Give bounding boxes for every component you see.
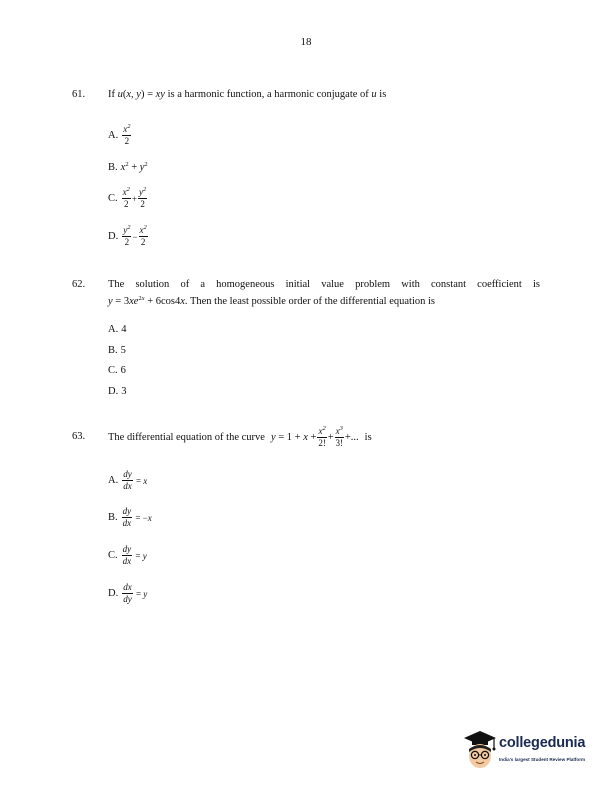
q62-option-b[interactable] (108, 345, 126, 356)
page-number: 18 (300, 36, 312, 48)
q61-option-c-letter: C. (108, 193, 118, 204)
q63-text: The differential equation of the curve (108, 431, 265, 443)
q63-option-a[interactable]: A. $\frac{dy}{dx}$ = x (108, 469, 148, 491)
logo-tagline: India's largest Student Review Platform (499, 757, 586, 762)
q63-option-b[interactable]: B. $\frac{dy}{dx}$ = −x (108, 506, 152, 528)
question-61-text: If u(x, y) = xy is a harmonic function, a harmonic conjugate of u is (108, 89, 387, 100)
q62-option-a[interactable] (108, 324, 126, 335)
q62-option-a-value: 4 (121, 324, 127, 335)
q61-option-d[interactable]: D. $\frac{y^2}{2}$ − $\frac{x^2}{2}$ (108, 224, 147, 247)
q61-if: If (108, 89, 115, 100)
collegedunia-mascot-icon (460, 728, 500, 772)
question-62-line2 (108, 296, 435, 307)
question-62-number: 62. (72, 279, 86, 290)
q63-option-a-letter: A. (108, 475, 119, 486)
q62-option-d[interactable] (108, 386, 126, 397)
question-63-number: 63. (72, 431, 86, 442)
q61-text-rest: is a harmonic function, a harmonic conjugate of (167, 89, 369, 100)
q61-u: u (371, 89, 377, 100)
q62-option-c-value: 6 (120, 365, 126, 376)
q62-option-a-letter: A. (108, 324, 119, 335)
q62-expression: $y = 3xe^{2x} + 6\cos 4x$ (108, 295, 185, 307)
q61-is: is (379, 89, 387, 100)
q61-option-d-letter: D. (108, 231, 119, 242)
q62-option-b-value: 5 (120, 345, 126, 356)
q62-option-d-letter: D. (108, 386, 119, 397)
logo-wordmark: collegedunia (499, 735, 586, 751)
q62-option-c-letter: C. (108, 365, 118, 376)
q63-option-c-letter: C. (108, 550, 118, 561)
question-62-line1: The solution of a homogeneous initial value problem with constant coefficient is (108, 279, 540, 290)
q62-line2-rest: . Then the least possible order of the differential equation is (184, 296, 435, 307)
question-63-text (108, 424, 372, 450)
q63-curve: y = 1 + x + $\frac{x^2}{2!}$ + $\frac{x^3}{3!}$ +... (270, 424, 359, 448)
q61-option-a-expr: $\frac{x^2}{2}$ (123, 123, 131, 146)
q62-option-c[interactable] (108, 365, 126, 376)
q61-option-a-letter: A. (108, 130, 119, 141)
q61-option-b-letter: B. (108, 162, 118, 173)
q62-option-b-letter: B. (108, 345, 118, 356)
q61-option-b-expr: $x^2 + y^2$ (120, 161, 148, 173)
question-61-number: 61. (72, 89, 86, 100)
q63-is: is (364, 431, 372, 443)
q63-option-d[interactable]: D. $\frac{dx}{dy}$ = y (108, 582, 148, 604)
q61-option-a[interactable] (108, 125, 132, 146)
q63-option-d-letter: D. (108, 588, 119, 599)
q62-option-d-value: 3 (121, 386, 127, 397)
q61-option-b[interactable] (108, 162, 148, 173)
q63-option-b-letter: B. (108, 512, 118, 523)
q63-option-c[interactable]: C. $\frac{dy}{dx}$ = y (108, 544, 147, 566)
q61-option-c[interactable]: C. $\frac{x^2}{2}$ + $\frac{y^2}{2}$ (108, 186, 147, 209)
